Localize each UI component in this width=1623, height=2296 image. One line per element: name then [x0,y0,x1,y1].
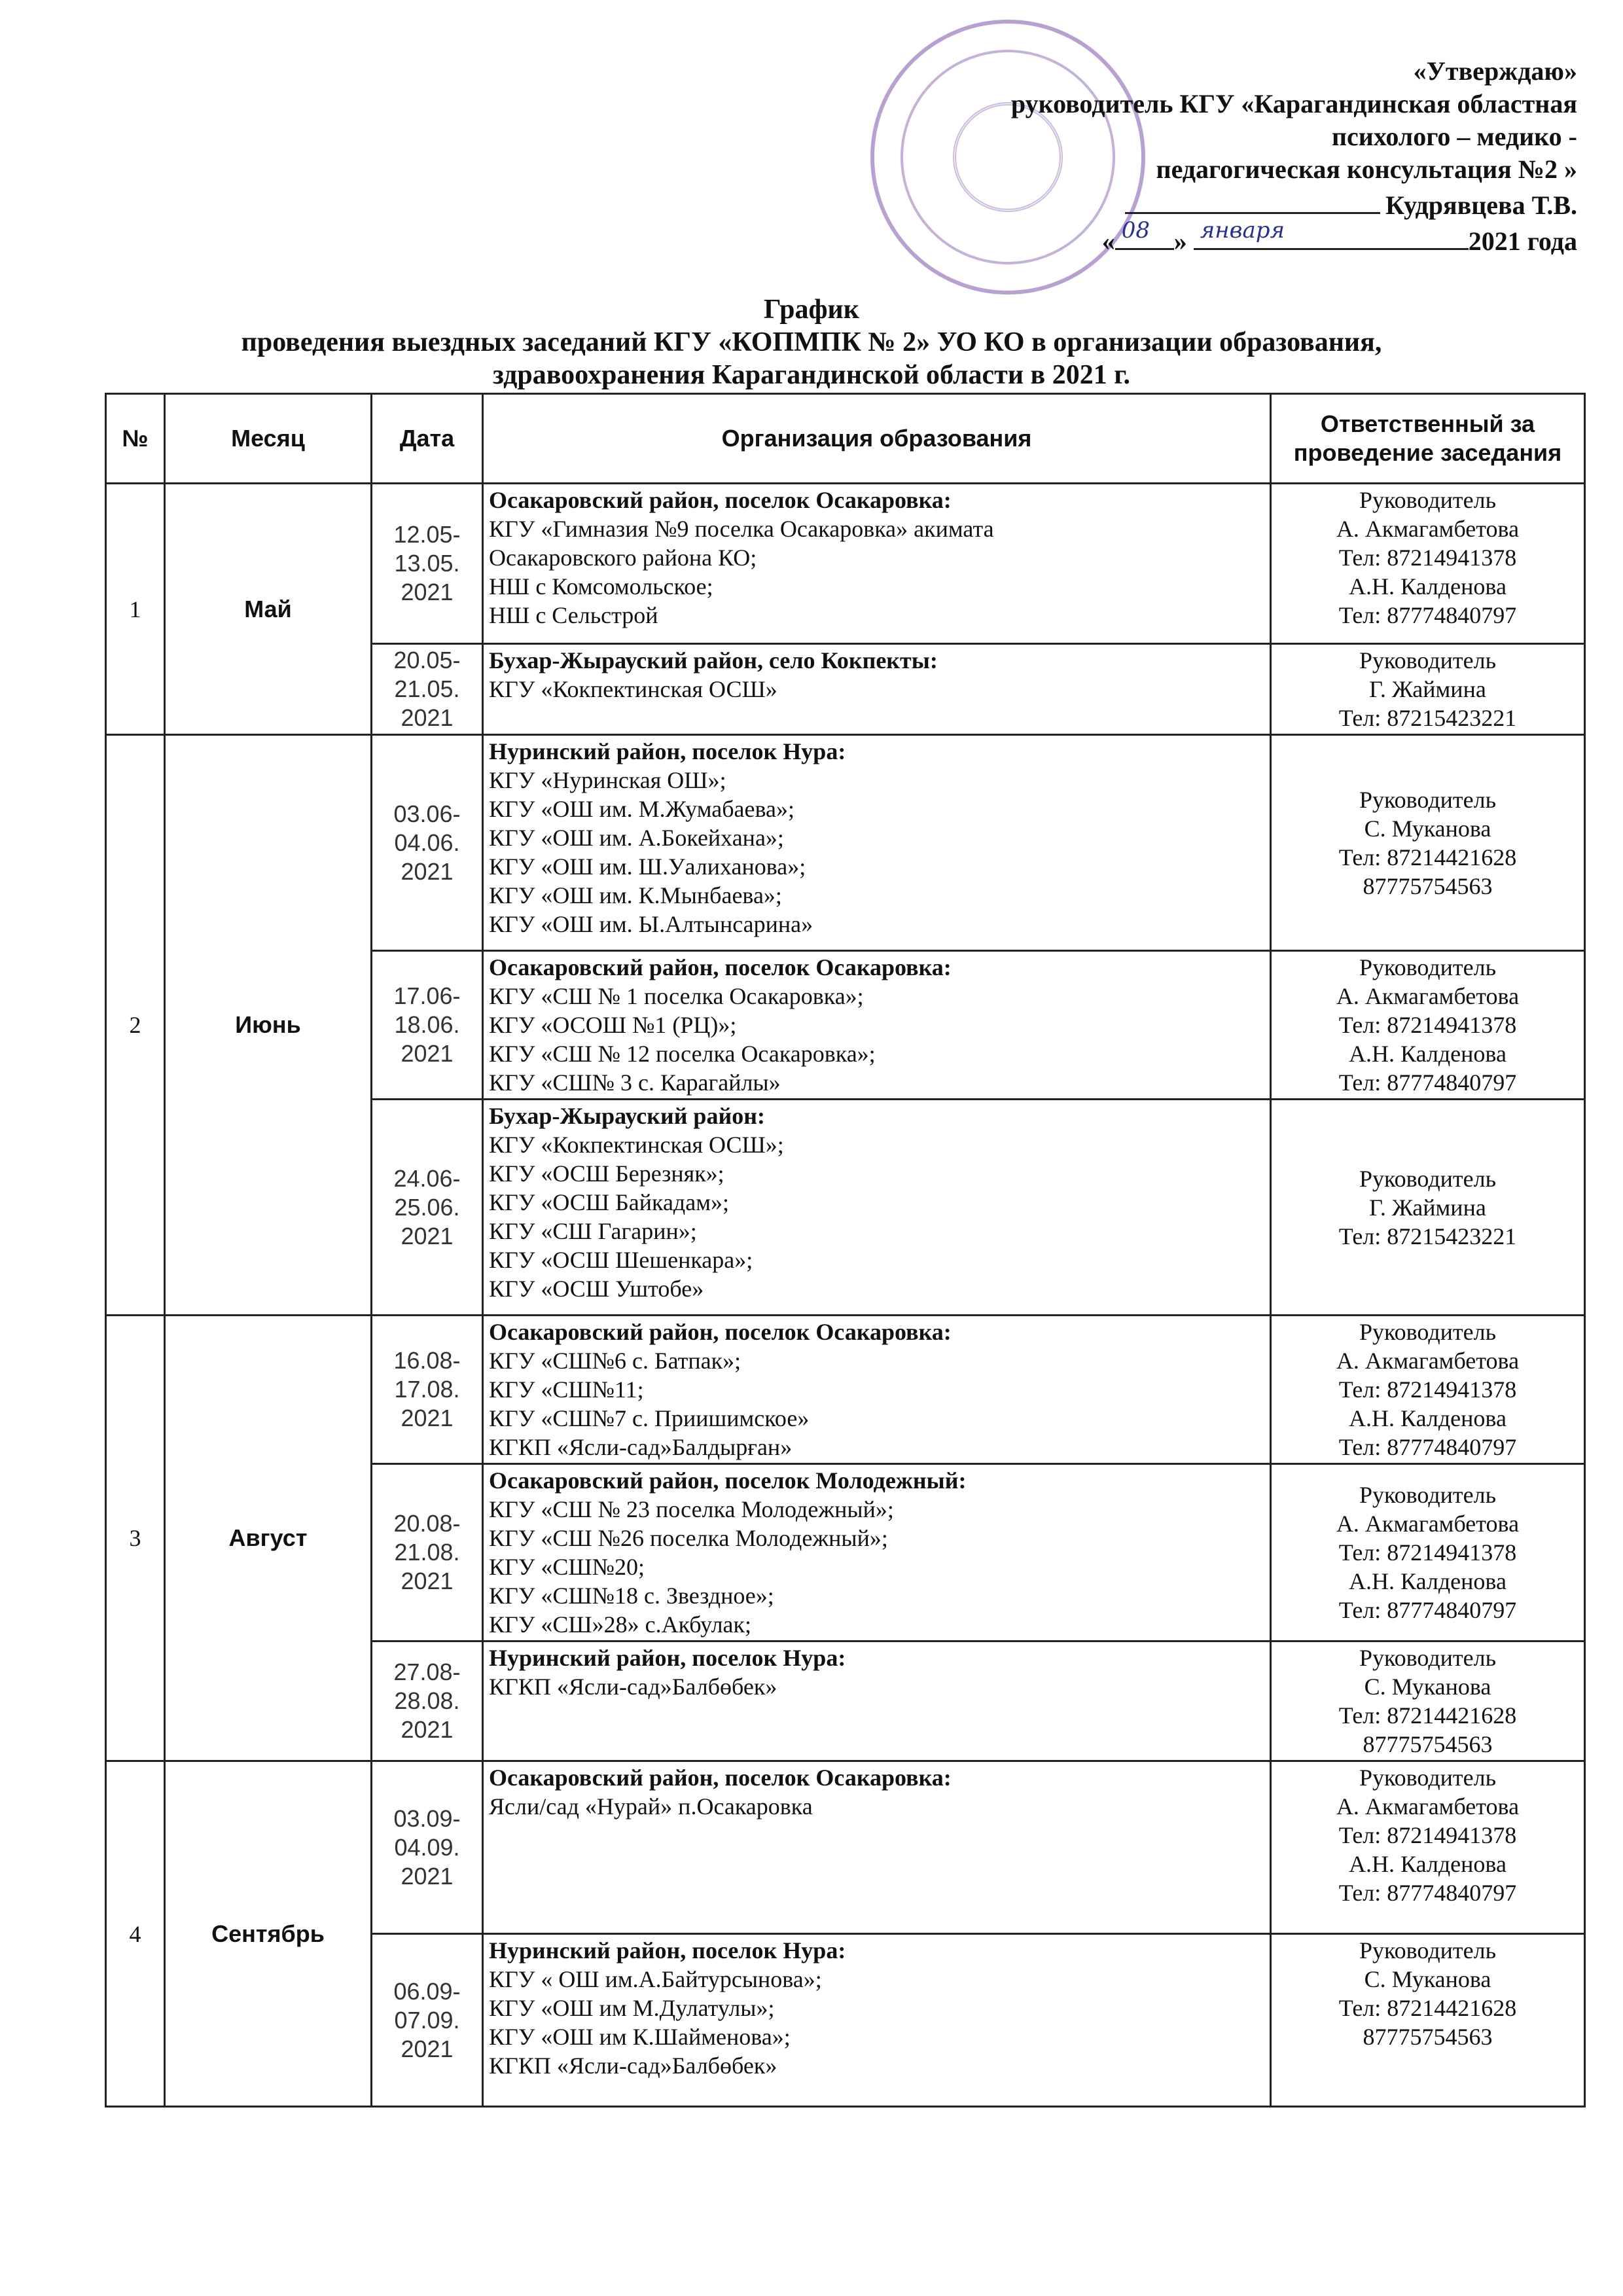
responsible-line: Г. Жаймина [1369,676,1486,702]
region-heading: Нуринский район, поселок Нура: [489,1645,846,1671]
responsible-line: А. Акмагамбетова [1336,1511,1520,1537]
row-organizations [483,1934,1271,2107]
responsible-line: Тел: 87214941378 [1338,1376,1517,1403]
organization-item: КГУ «ОШ им. М.Жумабаева»; [489,796,794,822]
region-heading: Осакаровский район, поселок Осакаровка: [489,487,952,513]
region-heading: Бухар-Жырауский район: [489,1103,765,1129]
responsible-line: 87775754563 [1363,872,1493,899]
responsible-line: А. Акмагамбетова [1336,983,1520,1009]
row-number: 3 [106,1316,165,1761]
date-line: 18.06. [394,1011,460,1038]
organization-item: КГУ «Кокпектинская ОСШ» [489,676,777,702]
signature-name: Кудрявцева Т.В. [1385,190,1577,220]
date-line: 13.05. [394,550,460,577]
responsible-line: А.Н. Калденова [1349,1041,1507,1067]
date-open-quote: « [1101,226,1115,256]
responsible-line: Руководитель [1359,487,1497,513]
region-heading: Осакаровский район, поселок Осакаровка: [489,1765,952,1791]
row-date [372,484,483,644]
header-date: Дата [372,394,483,484]
row-number: 1 [106,484,165,735]
responsible-line: Тел: 87214941378 [1338,545,1517,571]
row-responsible [1271,1641,1585,1761]
row-organizations [483,1316,1271,1464]
date-line: 21.05. [394,675,460,702]
responsible-line: Руководитель [1359,1645,1497,1671]
organization-item: КГУ «ОСШ Березняк»; [489,1160,724,1187]
responsible-line: Руководитель [1359,647,1497,673]
organization-item: КГУ «ОШ им К.Шайменова»; [489,2024,791,2050]
organization-item: КГУ «ОСШ Байкадам»; [489,1189,729,1215]
organization-item: КГУ «СШ № 12 поселка Осакаровка»; [489,1041,876,1067]
responsible-line: А.Н. Калденова [1349,1405,1507,1431]
date-line: 2021 [401,704,454,731]
organization-item: КГУ «Кокпектинская ОСШ»; [489,1132,784,1158]
row-date [372,1316,483,1464]
responsible-line: Руководитель [1359,1319,1497,1345]
row-responsible [1271,735,1585,951]
organization-item: КГУ «СШ №26 поселка Молодежный»; [489,1525,888,1551]
responsible-line: Тел: 87215423221 [1338,705,1517,731]
organization-item: КГУ «СШ№11; [489,1376,644,1403]
responsible-line: А. Акмагамбетова [1336,1793,1520,1820]
row-responsible [1271,1100,1585,1316]
row-organizations [483,1464,1271,1641]
date-line: 16.08- [393,1347,461,1374]
responsible-line: Тел: 87774840797 [1338,1597,1517,1623]
date-line: 21.08. [394,1539,460,1566]
table-row [106,735,1585,951]
row-responsible [1271,484,1585,644]
table-row [106,1761,1585,1934]
row-date [372,1464,483,1641]
responsible-line: Тел: 87214421628 [1338,1995,1517,2021]
organization-item: КГУ «СШ№6 с. Батпак»; [489,1348,741,1374]
date-line: 25.06. [394,1193,460,1221]
organization-item: КГУ «ОШ им М.Дулатулы»; [489,1995,775,2021]
region-heading: Осакаровский район, поселок Осакаровка: [489,1319,952,1345]
title-line-1: График [764,295,859,325]
date-line: 2021 [401,1862,454,1890]
date-line: 04.09. [394,1833,460,1861]
organization-item: КГУ «СШ№7 с. Приишимское» [489,1405,810,1431]
responsible-line: Руководитель [1359,1937,1497,1964]
date-line: 2021 [401,579,454,605]
organization-item: КГУ «СШ№18 с. Звездное»; [489,1583,774,1609]
organization-item: КГУ «СШ Гагарин»; [489,1218,697,1244]
responsible-line: С. Муканова [1364,1674,1491,1700]
header-responsible: Ответственный за проведение заседания [1271,394,1585,484]
row-organizations [483,735,1271,951]
region-heading: Нуринский район, поселок Нура: [489,738,846,764]
responsible-line: Тел: 87214941378 [1338,1822,1517,1848]
table-row [106,1316,1585,1464]
approval-line-3: психолого – медико - [1332,122,1577,151]
date-line: 20.05- [393,647,461,673]
date-year: 2021 года [1468,226,1577,256]
row-month: Август [165,1316,372,1761]
row-month: Май [165,484,372,735]
date-mid-quote: » [1173,226,1187,256]
responsible-line: Тел: 87214421628 [1338,844,1517,870]
region-heading: Бухар-Жырауский район, село Кокпекты: [489,647,938,673]
responsible-line: Тел: 87774840797 [1338,1434,1517,1460]
date-line: 03.06- [393,800,461,827]
responsible-line: Тел: 87774840797 [1338,1069,1517,1096]
date-day: 08 [1121,217,1150,243]
organization-item: КГКП «Ясли-сад»Балдырған» [489,1434,793,1460]
date-line: 03.09- [393,1804,461,1832]
responsible-line: А. Акмагамбетова [1336,1348,1520,1374]
title-line-3: здравоохранения Карагандинской области в 2021 г. [492,360,1131,390]
row-number: 4 [106,1761,165,2107]
row-date [372,1934,483,2107]
row-responsible [1271,644,1585,735]
responsible-line: Руководитель [1359,1165,1497,1192]
row-date [372,644,483,735]
title-line-2: проведения выездных заседаний КГУ «КОПМПК № 2» УО КО в организации образования, [241,327,1382,357]
row-date [372,951,483,1100]
date-line: 2021 [401,2035,454,2062]
row-month: Сентябрь [165,1761,372,2107]
organization-item: КГУ « ОШ им.А.Байтурсынова»; [489,1966,822,1992]
table-row [106,484,1585,644]
responsible-line: А.Н. Калденова [1349,1568,1507,1594]
organization-item: КГУ «ОСШ Шешенкара»; [489,1247,753,1273]
responsible-line: А. Акмагамбетова [1336,516,1520,542]
header-organization: Организация образования [483,394,1271,484]
row-responsible [1271,1934,1585,2107]
date-line: 28.08. [394,1687,460,1714]
schedule-body [106,484,1585,2107]
date-month-field [1194,217,1469,250]
responsible-line: Г. Жаймина [1369,1194,1486,1221]
date-day-field [1115,217,1174,250]
organization-item: НШ с Комсомольское; [489,573,713,600]
responsible-line: С. Муканова [1364,1966,1491,1992]
organization-item: КГУ «Гимназия №9 поселка Осакаровка» акимата [489,516,994,542]
responsible-line: Тел: 87214421628 [1338,1702,1517,1729]
organization-item: КГУ «ОШ им. К.Мынбаева»; [489,882,782,908]
row-date [372,1761,483,1934]
row-organizations [483,1641,1271,1761]
responsible-line: Руководитель [1359,786,1497,813]
row-date [372,735,483,951]
date-line: 2021 [401,1040,454,1067]
row-responsible [1271,1761,1585,1934]
row-organizations [483,951,1271,1100]
organization-item: КГКП «Ясли-сад»Балбөбек» [489,2053,777,2079]
organization-item: КГУ «ОШ им. Ш.Уалиханова»; [489,853,806,880]
signature-line [1125,186,1380,214]
row-month: Июнь [165,735,372,1316]
date-line: 2021 [401,1568,454,1594]
organization-item: КГУ «ОСОШ №1 (РЦ)»; [489,1012,737,1038]
responsible-line: Тел: 87214941378 [1338,1012,1517,1038]
header-month: Месяц [165,394,372,484]
organization-item: КГУ «СШ № 23 поселка Молодежный»; [489,1496,894,1522]
date-line: 04.06. [394,829,460,856]
responsible-line: С. Муканова [1364,815,1491,842]
date-line: 06.09- [393,1977,461,2005]
responsible-line: А.Н. Калденова [1349,1851,1507,1877]
organization-item: КГУ «ОСШ Уштобе» [489,1276,704,1302]
date-line: 2021 [401,1716,454,1743]
organization-item: КГУ «СШ№ 3 с. Карагайлы» [489,1069,781,1096]
organization-item: НШ с Сельстрой [489,602,658,628]
date-line: 17.06- [393,982,461,1009]
table-header-row [106,394,1585,484]
row-date [372,1100,483,1316]
region-heading: Осакаровский район, поселок Осакаровка: [489,954,952,980]
date-line: 17.08. [394,1376,460,1403]
responsible-line: Тел: 87214941378 [1338,1539,1517,1566]
responsible-line: Руководитель [1359,1482,1497,1508]
approval-signature-row [792,186,1577,222]
responsible-line: 87775754563 [1363,2024,1493,2050]
date-line: 2021 [401,857,454,885]
row-number: 2 [106,735,165,1316]
date-line: 20.08- [393,1510,461,1537]
header-number: № [106,394,165,484]
row-organizations [483,1100,1271,1316]
date-month: января [1200,217,1285,243]
responsible-line: 87775754563 [1363,1731,1493,1757]
approval-date-row [792,217,1577,258]
approval-line-2: руководитель КГУ «Карагандинская областная [1010,89,1577,118]
organization-item: КГКП «Ясли-сад»Балбөбек» [489,1674,777,1700]
region-heading: Нуринский район, поселок Нура: [489,1937,846,1964]
date-line: 12.05- [393,521,461,548]
approval-line-4: педагогическая консультация №2 » [1156,154,1577,184]
schedule-table [105,393,1586,2108]
document-title [0,293,1623,391]
date-line: 07.09. [394,2006,460,2034]
row-organizations [483,484,1271,644]
responsible-line: А.Н. Калденова [1349,573,1507,600]
organization-item: КГУ «Нуринская ОШ»; [489,767,726,793]
date-line: 24.06- [393,1164,461,1192]
responsible-line: Тел: 87774840797 [1338,602,1517,628]
responsible-line: Тел: 87774840797 [1338,1880,1517,1906]
approval-line-1: «Утверждаю» [1413,56,1577,86]
organization-item: КГУ «ОШ им. Ы.Алтынсарина» [489,911,813,937]
organization-item: Ясли/сад «Нурай» п.Осакаровка [489,1793,813,1820]
responsible-line: Тел: 87215423221 [1338,1223,1517,1249]
date-line: 27.08- [393,1659,461,1685]
date-line: 2021 [401,1222,454,1249]
organization-item: КГУ «СШ № 1 поселка Осакаровка»; [489,983,864,1009]
responsible-line: Руководитель [1359,954,1497,980]
row-responsible [1271,1464,1585,1641]
row-organizations [483,644,1271,735]
responsible-line: Руководитель [1359,1765,1497,1791]
organization-item: Осакаровского района КО; [489,545,757,571]
organization-item: КГУ «СШ»28» с.Акбулак; [489,1611,752,1638]
region-heading: Осакаровский район, поселок Молодежный: [489,1467,967,1494]
row-responsible [1271,1316,1585,1464]
organization-item: КГУ «СШ№20; [489,1554,645,1580]
row-responsible [1271,951,1585,1100]
row-date [372,1641,483,1761]
organization-item: КГУ «ОШ им. А.Бокейхана»; [489,825,784,851]
approval-block [792,55,1577,258]
date-line: 2021 [401,1405,454,1431]
row-organizations [483,1761,1271,1934]
